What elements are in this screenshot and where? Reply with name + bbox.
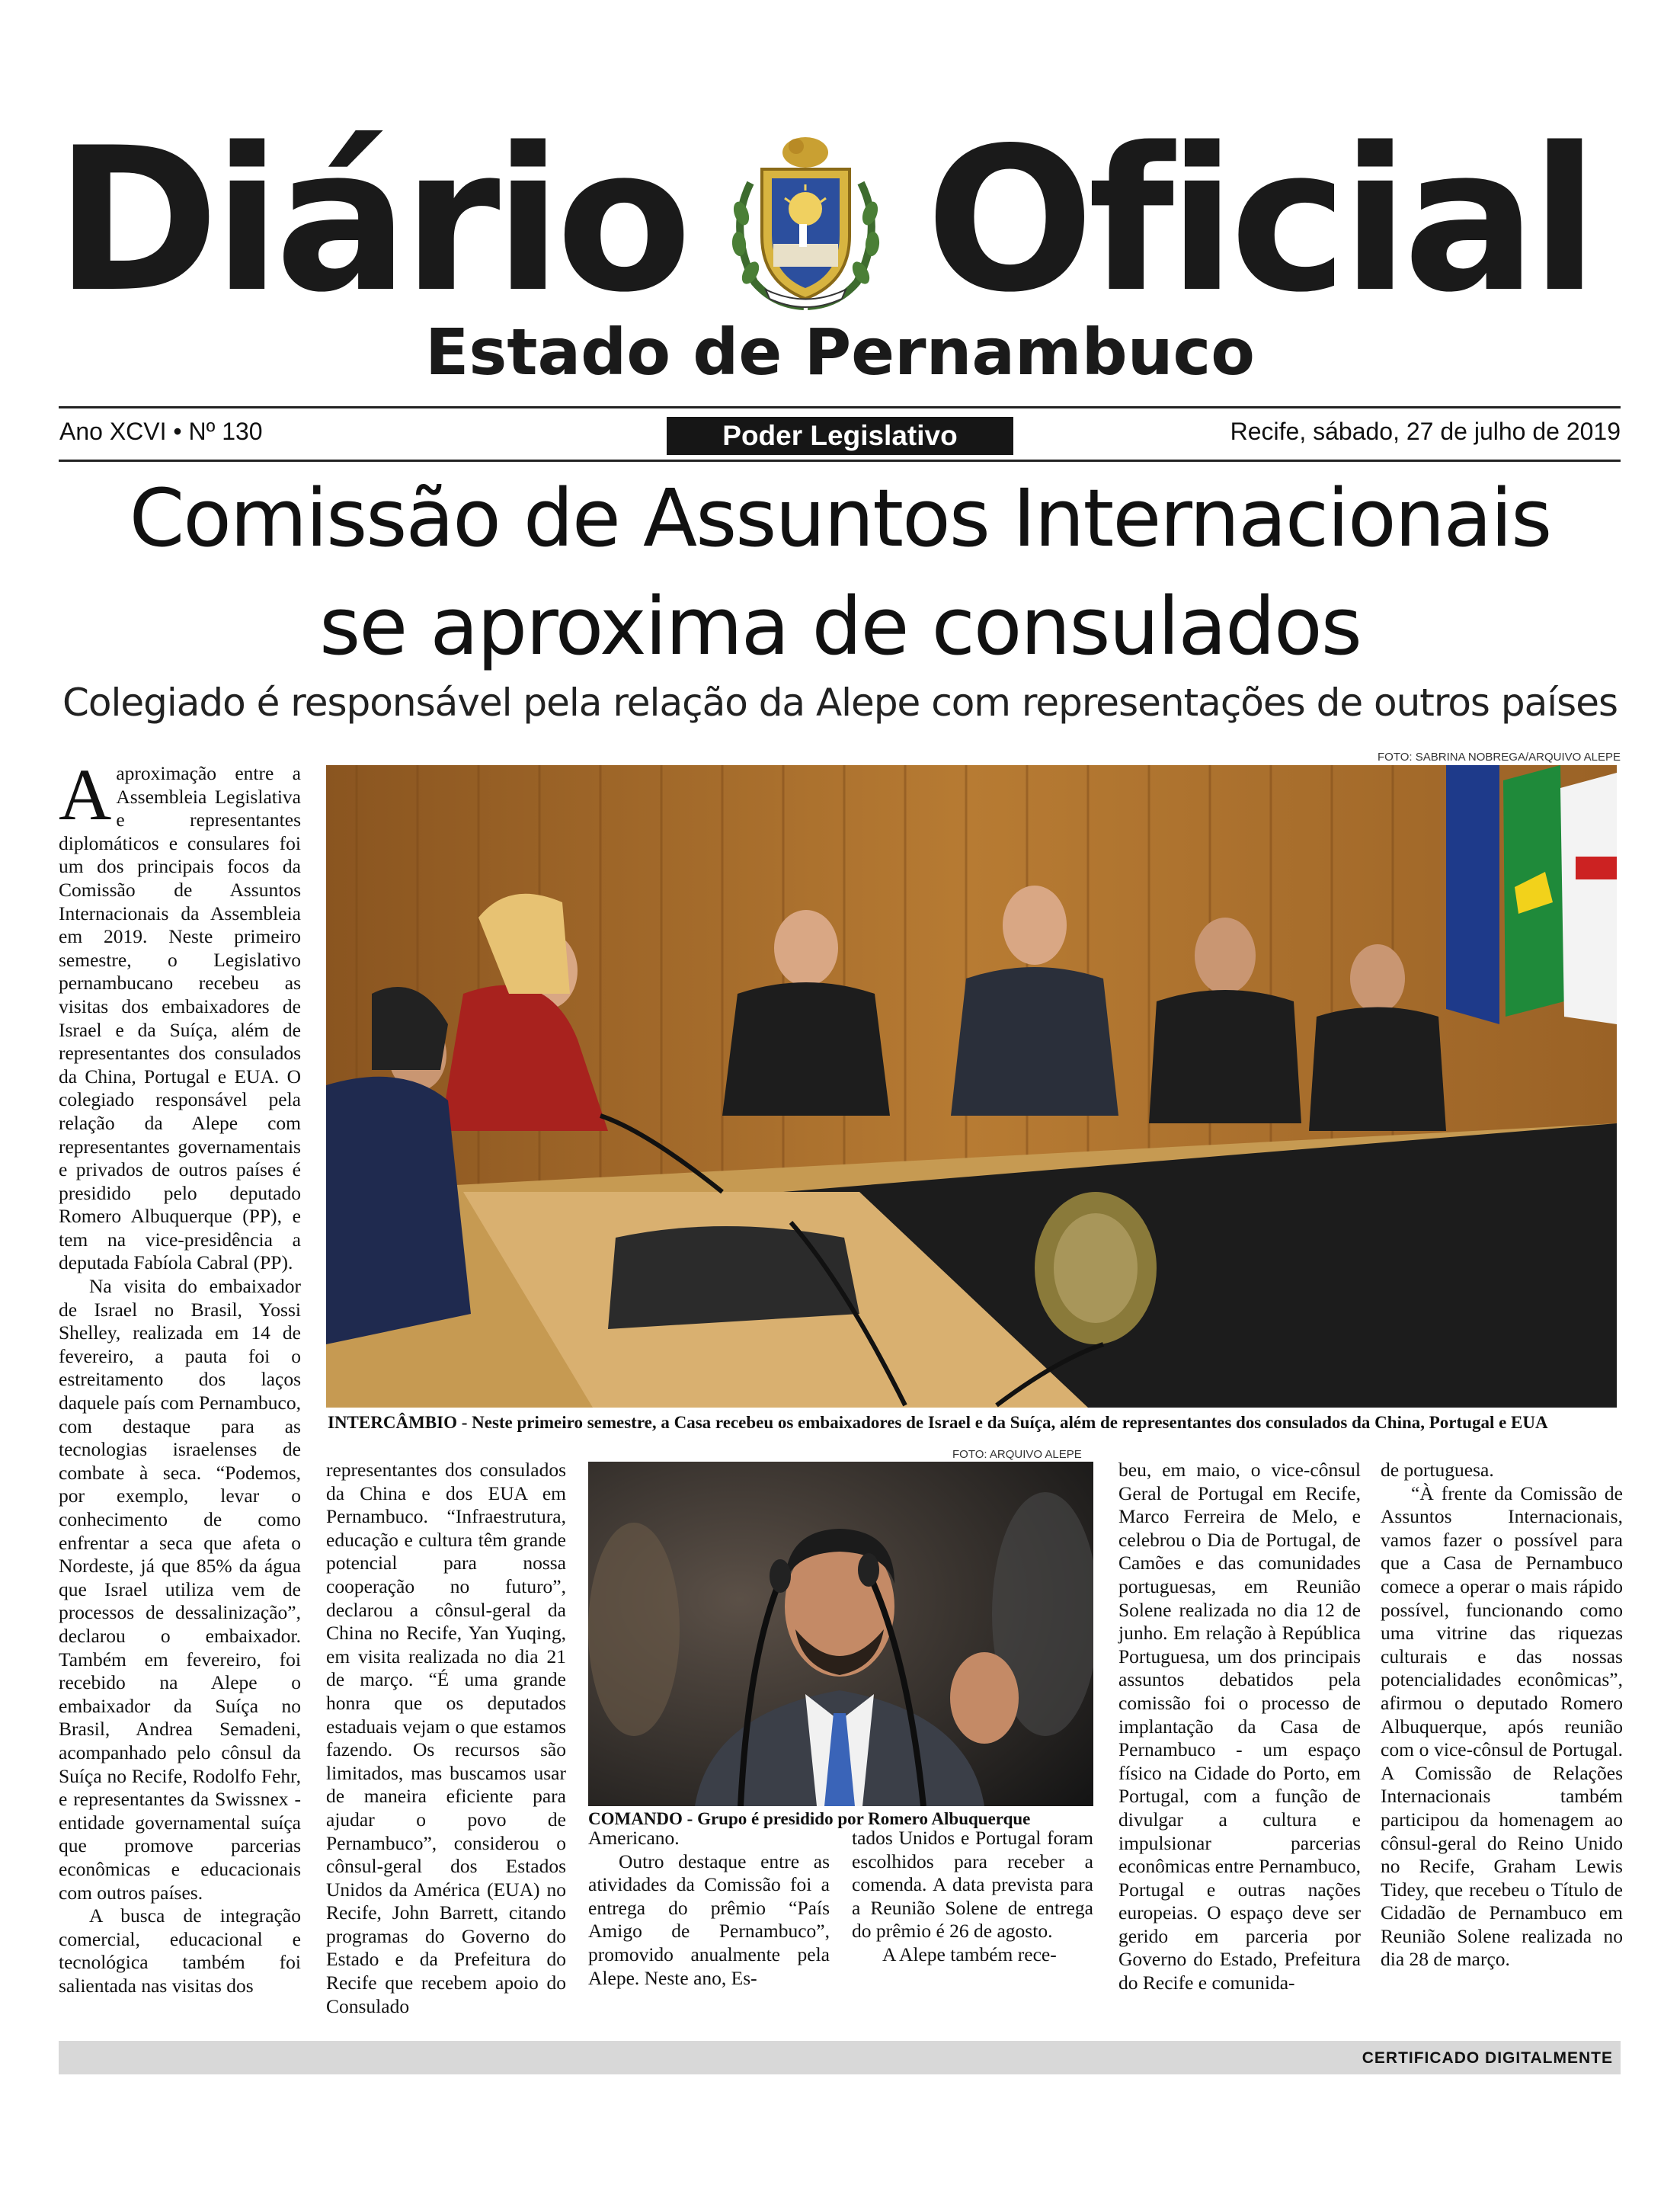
article-column-6: [1381, 1459, 1623, 1972]
column-6-paragraph-2: “À frente da Comissão de Assuntos Internacionais, vamos fazer o possível para que a Casa de Pernambuco comece a operar o mais rápido possível, funcionando como uma vitrine das riquezas culturais e das nossas potencialidades econômicas”, afirmou o deputado Romero Albuquerque, após reunião com o vice-cônsul de Portugal. A Comissão de Relações Internacionais também participou da homenagem ao cônsul-geral do Reino Unido no Recife, Graham Lewis Tidey, que recebeu o Título de Cidadão de Pernambuco em Reunião Solene realizada no dia 28 de março.: [1381, 1481, 1623, 1971]
main-photo-credit: FOTO: SABRINA NOBREGA/ARQUIVO ALEPE: [1378, 751, 1621, 764]
main-photo-caption: INTERCÂMBIO - Neste primeiro semestre, a Casa recebeu os embaixadores de Israel e da Suíça, além de representantes dos consulados da China, Portugal e EUA: [328, 1413, 1548, 1432]
dateline: Recife, sábado, 27 de julho de 2019: [1230, 418, 1621, 445]
edition-number: Ano XCVI • Nº 130: [59, 418, 263, 445]
article-column-5: [1118, 1459, 1361, 1995]
column-1-paragraph-3: A busca de integração comercial, educacional e tecnológica também foi salientada nas visitas dos: [59, 1904, 301, 1997]
small-photo: [588, 1462, 1093, 1806]
column-6-paragraph-1: de portuguesa.: [1381, 1459, 1494, 1481]
top-rule: [59, 406, 1621, 408]
headline-line-2: se aproxima de consulados: [319, 580, 1361, 673]
bottom-rule: [59, 460, 1621, 462]
masthead-title-left: Diário: [55, 106, 686, 336]
headline-line-1: Comissão de Assuntos Internacionais: [129, 472, 1551, 565]
section-badge: Poder Legislativo: [667, 417, 1013, 455]
small-photo-credit: FOTO: ARQUIVO ALEPE: [952, 1448, 1082, 1461]
column-3-paragraph-1: Americano.: [588, 1827, 680, 1849]
column-1-paragraph-2: Na visita do embaixador de Israel no Brasil, Yossi Shelley, realizada em 14 de fevereiro, a pauta foi o estreitamento dos laços daquele país com Pernambuco, com destaque para as tecnologias israelenses de combate à seca. “Podemos, por exemplo, levar o conhecimento de como enfrentar a seca que afeta o Nordeste, já que 85% da água que Israel utiliza vem de processos de dessalinização”, declarou o embaixador. Também em fevereiro, foi recebido na Alepe o embaixador da Suíça no Brasil, Andrea Semadeni, acompanhado pelo cônsul da Suíça no Recife, Rodolfo Fehr, e representantes da Swissnex - entidade governamental suíça que promove parcerias econômicas e educacionais com outros países.: [59, 1275, 301, 1904]
column-4-paragraph-2: A Alepe também rece-: [882, 1943, 1057, 1965]
masthead-title-right: Oficial: [926, 106, 1593, 336]
column-4-paragraph-1: tados Unidos e Portugal foram escolhidos para receber a comenda. A data prevista para a Reunião Solene de entrega do prêmio é 26 de agosto.: [852, 1827, 1093, 1943]
column-2-paragraph-1: representantes dos consulados da China e dos EUA em Pernambuco. “Infraestrutura, educação e cultura têm grande potencial para nossa cooperação no futuro”, declarou a cônsul-geral da China no Recife, Yan Yuqing, em visita realizada no dia 21 de março. “É uma grande honra que os deputados estaduais vejam o que estamos fazendo. Os recursos são limitados, mas buscamos usar de maneira eficiente para ajudar o povo de Pernambuco”, considerou o cônsul-geral dos Estados Unidos da América (EUA) no Recife, John Barrett, citando programas do Governo do Estado e da Prefeitura do Recife que recebem apoio do Consulado: [326, 1459, 566, 2017]
masthead-subtitle: Estado de Pernambuco: [424, 315, 1256, 389]
digital-certificate-label: CERTIFICADO DIGITALMENTE: [1362, 2049, 1613, 2067]
article-column-3: [588, 1827, 830, 1990]
article-column-1: [59, 754, 301, 1997]
main-photo: [326, 765, 1617, 1408]
deck-subheadline: Colegiado é responsável pela relação da Alepe com representações de outros países: [62, 681, 1618, 725]
drop-cap: A: [59, 754, 112, 835]
article-column-2: [326, 1459, 566, 2018]
article-column-4: [852, 1827, 1093, 1967]
column-1-paragraph-1: aproximação entre a Assembleia Legislativa e representantes diplomáticos e consulares foi um dos principais focos da Comissão de Assuntos Internacionais da Assembleia em 2019. Neste primeiro semestre, o Legislativo pernambucano recebeu as visitas dos embaixadores de Israel e da Suíça, além de representantes dos consulados da China, Portugal e EUA. O colegiado responsável pela relação da Alepe com representantes governamentais e privados de outros países é presidido pelo deputado Romero Albuquerque (PP), e tem na vice-presidência a deputada Fabíola Cabral (PP).: [59, 762, 301, 1274]
column-5-paragraph-1: beu, em maio, o vice-cônsul Geral de Portugal em Recife, Marco Ferreira de Melo, e celebrou o Dia de Portugal, de Camões e das comunidades portuguesas, em Reunião Solene realizada no dia 12 de junho. Em relação à República Portuguesa, um dos principais assuntos debatidos pela comissão foi o processo de implantação da Casa de Pernambuco - um espaço físico na Cidade do Porto, em Portugal, com a função de divulgar a cultura e impulsionar parcerias econômicas entre Pernambuco, Portugal e outras nações europeias. O espaço deve ser gerido em parceria por Governo do Estado, Prefeitura do Recife e comunida-: [1118, 1459, 1361, 1994]
coat-of-arms-icon: [720, 130, 891, 312]
small-photo-caption: COMANDO - Grupo é presidido por Romero Albuquerque: [588, 1809, 1031, 1828]
column-3-paragraph-2: Outro destaque entre as atividades da Comissão foi a entrega do prêmio “País Amigo de Pernambuco”, promovido anualmente pela Alepe. Neste ano, Es-: [588, 1850, 830, 1989]
